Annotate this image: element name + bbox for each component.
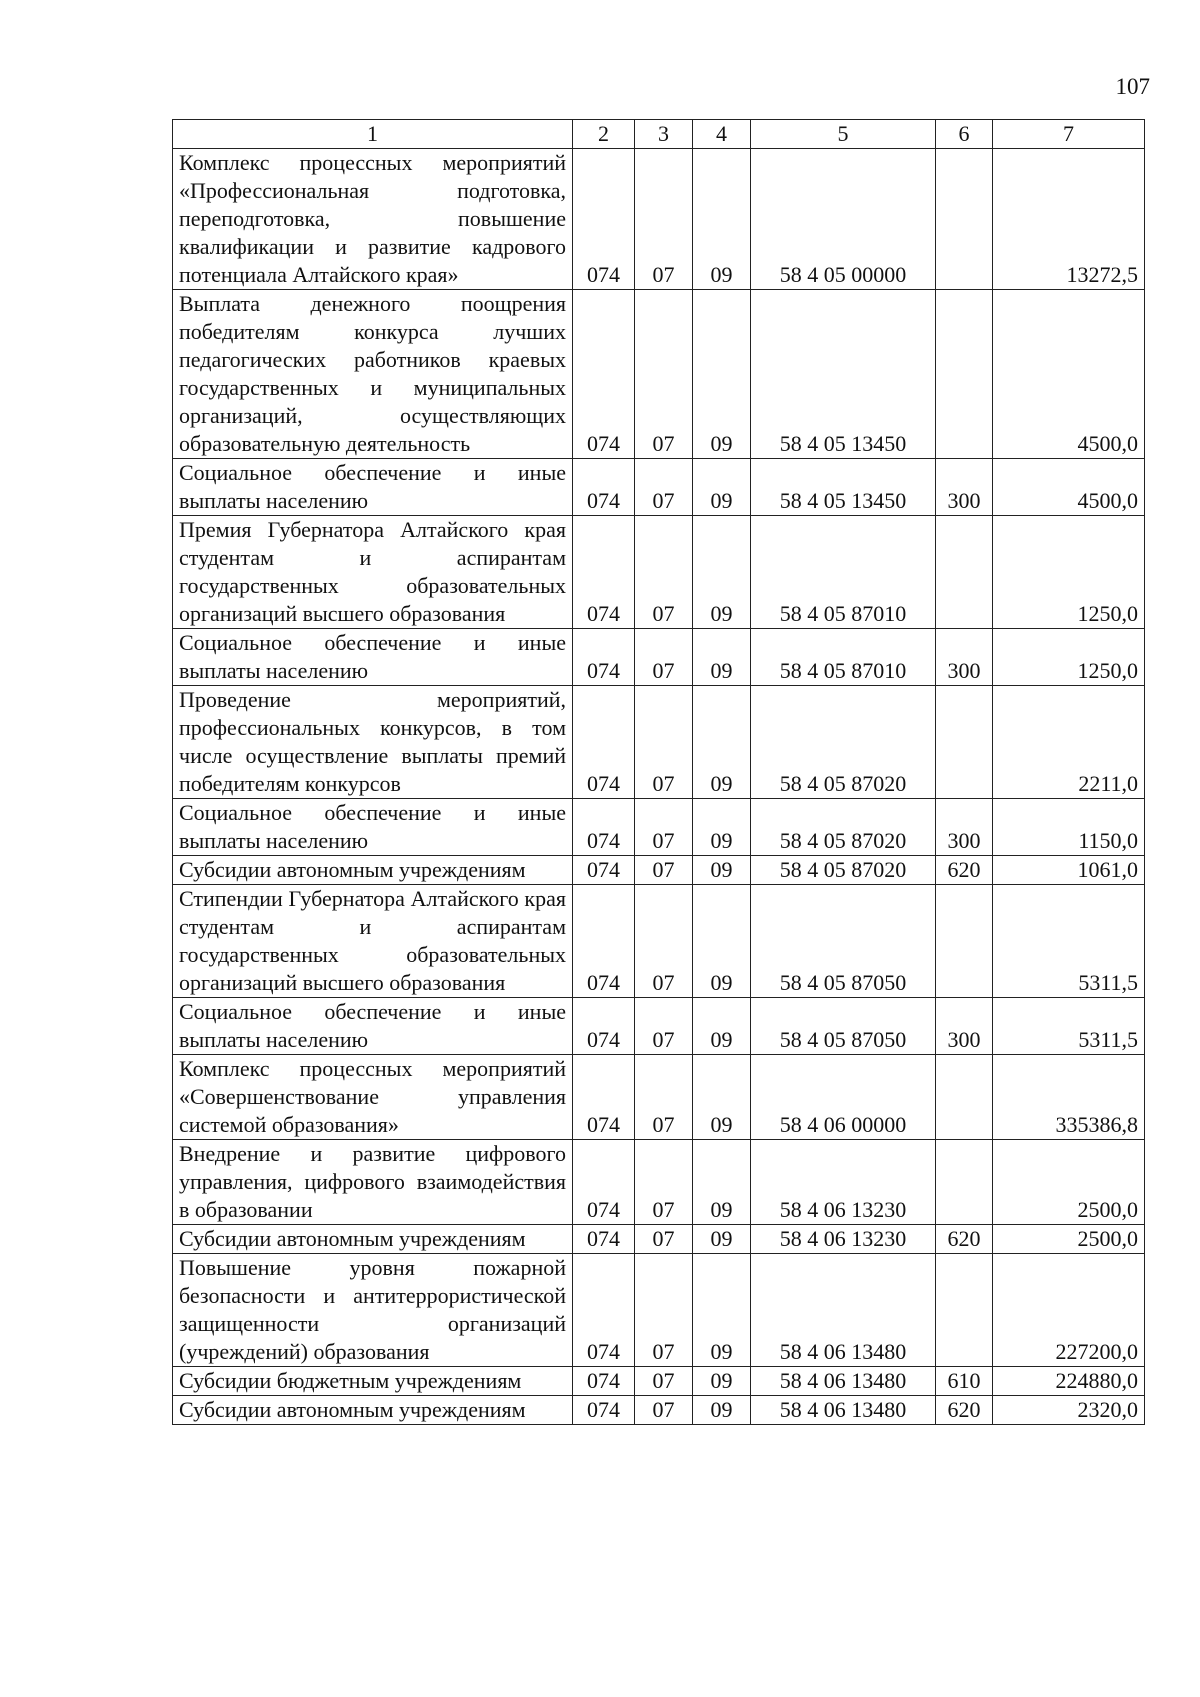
target-article-code: 58 4 05 13450 (751, 290, 936, 459)
subsection-code: 09 (693, 799, 751, 856)
subsection-code: 09 (693, 516, 751, 629)
subsection-code: 09 (693, 290, 751, 459)
section-code: 07 (635, 516, 693, 629)
subsection-code: 09 (693, 1367, 751, 1396)
target-article-code: 58 4 06 00000 (751, 1055, 936, 1140)
budget-table (172, 119, 1145, 1425)
section-code: 07 (635, 1140, 693, 1225)
section-code: 07 (635, 1055, 693, 1140)
subsection-code: 09 (693, 149, 751, 290)
column-header-7: 7 (993, 120, 1145, 149)
column-header-2: 2 (573, 120, 635, 149)
row-description: Субсидии автономным учреждениям (173, 1396, 573, 1425)
target-article-code: 58 4 05 87050 (751, 885, 936, 998)
table-row (173, 459, 1145, 516)
section-code: 07 (635, 1254, 693, 1367)
subsection-code: 09 (693, 856, 751, 885)
amount: 227200,0 (993, 1254, 1145, 1367)
subsection-code: 09 (693, 686, 751, 799)
section-code: 07 (635, 290, 693, 459)
subsection-code: 09 (693, 1225, 751, 1254)
row-description: Социальное обеспечение и иные выплаты населению (173, 799, 573, 856)
ministry-code: 074 (573, 516, 635, 629)
table-row (173, 885, 1145, 998)
expense-type-code (936, 885, 993, 998)
subsection-code: 09 (693, 1396, 751, 1425)
section-code: 07 (635, 1367, 693, 1396)
section-code: 07 (635, 998, 693, 1055)
row-description: Повышение уровня пожарной безопасности и антитеррористической защищенности организаций (учреждений) образования (173, 1254, 573, 1367)
amount: 4500,0 (993, 290, 1145, 459)
expense-type-code: 300 (936, 629, 993, 686)
row-description: Социальное обеспечение и иные выплаты населению (173, 459, 573, 516)
target-article-code: 58 4 05 87020 (751, 799, 936, 856)
ministry-code: 074 (573, 885, 635, 998)
section-code: 07 (635, 1225, 693, 1254)
expense-type-code: 610 (936, 1367, 993, 1396)
expense-type-code: 300 (936, 799, 993, 856)
row-description: Социальное обеспечение и иные выплаты населению (173, 629, 573, 686)
expense-type-code (936, 516, 993, 629)
target-article-code: 58 4 06 13480 (751, 1396, 936, 1425)
subsection-code: 09 (693, 629, 751, 686)
row-description: Выплата денежного поощрения победителям конкурса лучших педагогических работников краевых государственных и муниципальных организаций, осуществляющих образовательную деятельность (173, 290, 573, 459)
table-row (173, 516, 1145, 629)
ministry-code: 074 (573, 149, 635, 290)
row-description: Стипендии Губернатора Алтайского края студентам и аспирантам государственных образовательных организаций высшего образования (173, 885, 573, 998)
ministry-code: 074 (573, 290, 635, 459)
column-header-5: 5 (751, 120, 936, 149)
target-article-code: 58 4 06 13480 (751, 1254, 936, 1367)
table-row (173, 290, 1145, 459)
target-article-code: 58 4 06 13230 (751, 1140, 936, 1225)
amount: 1250,0 (993, 629, 1145, 686)
ministry-code: 074 (573, 686, 635, 799)
subsection-code: 09 (693, 1055, 751, 1140)
row-description: Комплекс процессных мероприятий «Профессиональная подготовка, переподготовка, повышение квалификации и развитие кадрового потенциала Алтайского края» (173, 149, 573, 290)
amount: 2500,0 (993, 1140, 1145, 1225)
table-row (173, 998, 1145, 1055)
expense-type-code: 300 (936, 459, 993, 516)
expense-type-code (936, 290, 993, 459)
amount: 13272,5 (993, 149, 1145, 290)
target-article-code: 58 4 05 87010 (751, 516, 936, 629)
table-body (173, 149, 1145, 1425)
section-code: 07 (635, 149, 693, 290)
target-article-code: 58 4 06 13480 (751, 1367, 936, 1396)
amount: 2500,0 (993, 1225, 1145, 1254)
amount: 5311,5 (993, 885, 1145, 998)
column-header-3: 3 (635, 120, 693, 149)
subsection-code: 09 (693, 998, 751, 1055)
ministry-code: 074 (573, 998, 635, 1055)
expense-type-code (936, 149, 993, 290)
table-row (173, 149, 1145, 290)
ministry-code: 074 (573, 629, 635, 686)
ministry-code: 074 (573, 1140, 635, 1225)
ministry-code: 074 (573, 1055, 635, 1140)
target-article-code: 58 4 06 13230 (751, 1225, 936, 1254)
section-code: 07 (635, 629, 693, 686)
section-code: 07 (635, 856, 693, 885)
table-row (173, 1055, 1145, 1140)
row-description: Внедрение и развитие цифрового управления, цифрового взаимодействия в образовании (173, 1140, 573, 1225)
table-row (173, 1254, 1145, 1367)
row-description: Субсидии бюджетным учреждениям (173, 1367, 573, 1396)
table-row (173, 1225, 1145, 1254)
amount: 4500,0 (993, 459, 1145, 516)
section-code: 07 (635, 799, 693, 856)
ministry-code: 074 (573, 1367, 635, 1396)
row-description: Социальное обеспечение и иные выплаты населению (173, 998, 573, 1055)
section-code: 07 (635, 1396, 693, 1425)
table-header (173, 120, 1145, 149)
table-row (173, 1367, 1145, 1396)
expense-type-code (936, 1055, 993, 1140)
amount: 224880,0 (993, 1367, 1145, 1396)
table-row (173, 1140, 1145, 1225)
subsection-code: 09 (693, 1254, 751, 1367)
ministry-code: 074 (573, 1396, 635, 1425)
ministry-code: 074 (573, 459, 635, 516)
row-description: Субсидии автономным учреждениям (173, 856, 573, 885)
ministry-code: 074 (573, 856, 635, 885)
table-row (173, 856, 1145, 885)
expense-type-code: 300 (936, 998, 993, 1055)
expense-type-code: 620 (936, 856, 993, 885)
amount: 5311,5 (993, 998, 1145, 1055)
row-description: Комплекс процессных мероприятий «Совершенствование управления системой образования» (173, 1055, 573, 1140)
subsection-code: 09 (693, 1140, 751, 1225)
expense-type-code (936, 1254, 993, 1367)
amount: 335386,8 (993, 1055, 1145, 1140)
target-article-code: 58 4 05 87010 (751, 629, 936, 686)
row-description: Субсидии автономным учреждениям (173, 1225, 573, 1254)
row-description: Премия Губернатора Алтайского края студентам и аспирантам государственных образовательных организаций высшего образования (173, 516, 573, 629)
section-code: 07 (635, 885, 693, 998)
table-row (173, 686, 1145, 799)
expense-type-code: 620 (936, 1225, 993, 1254)
column-header-6: 6 (936, 120, 993, 149)
table-row (173, 1396, 1145, 1425)
amount: 2211,0 (993, 686, 1145, 799)
page-number: 107 (1115, 74, 1150, 99)
target-article-code: 58 4 05 87050 (751, 998, 936, 1055)
target-article-code: 58 4 05 13450 (751, 459, 936, 516)
section-code: 07 (635, 686, 693, 799)
subsection-code: 09 (693, 885, 751, 998)
header-row (173, 120, 1145, 149)
ministry-code: 074 (573, 1254, 635, 1367)
row-description: Проведение мероприятий, профессиональных конкурсов, в том числе осуществление выплаты премий победителям конкурсов (173, 686, 573, 799)
amount: 2320,0 (993, 1396, 1145, 1425)
expense-type-code (936, 686, 993, 799)
amount: 1061,0 (993, 856, 1145, 885)
section-code: 07 (635, 459, 693, 516)
target-article-code: 58 4 05 87020 (751, 686, 936, 799)
ministry-code: 074 (573, 1225, 635, 1254)
ministry-code: 074 (573, 799, 635, 856)
table-row (173, 799, 1145, 856)
subsection-code: 09 (693, 459, 751, 516)
table-row (173, 629, 1145, 686)
column-header-4: 4 (693, 120, 751, 149)
expense-type-code (936, 1140, 993, 1225)
expense-type-code: 620 (936, 1396, 993, 1425)
target-article-code: 58 4 05 87020 (751, 856, 936, 885)
amount: 1250,0 (993, 516, 1145, 629)
amount: 1150,0 (993, 799, 1145, 856)
target-article-code: 58 4 05 00000 (751, 149, 936, 290)
column-header-1: 1 (173, 120, 573, 149)
